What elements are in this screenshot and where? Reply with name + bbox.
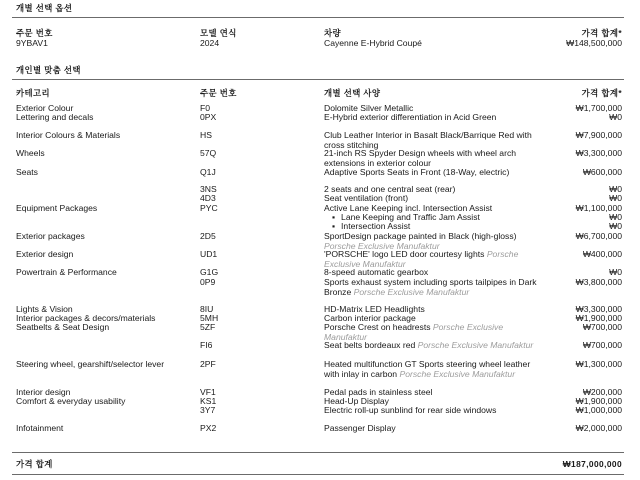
total-bottom-divider: [12, 474, 624, 475]
row-description-text: Head-Up Display: [324, 396, 389, 406]
row-code: 2D5: [200, 231, 216, 241]
row-description-text: Porsche Crest on headrests: [324, 322, 431, 332]
row-description-text: HD-Matrix LED Headlights: [324, 304, 425, 314]
summary-header-model-year: 모델 연식: [200, 28, 237, 38]
row-description-text: Lane Keeping and Traffic Jam Assist: [341, 212, 480, 222]
row-code: UD1: [200, 249, 218, 259]
row-pem-tag: Porsche Exclusive Manufaktur: [353, 286, 470, 297]
row-category: Exterior packages: [16, 231, 85, 241]
row-category: Lettering and decals: [16, 112, 94, 122]
row-price: ₩1,900,000: [575, 313, 622, 323]
row-code: Q1J: [200, 167, 216, 177]
summary-order-no: 9YBAV1: [16, 38, 48, 48]
row-price: ₩0: [609, 221, 622, 231]
row-code: 0PX: [200, 112, 217, 122]
row-code: 2PF: [200, 359, 216, 369]
options-top-divider: [12, 79, 624, 80]
row-description-text: Heated multifunction GT Sports steering wheel leather with inlay in carbon: [324, 359, 531, 379]
row-category: Infotainment: [16, 423, 64, 433]
row-description-text: 'PORSCHE' logo LED door courtesy lights: [324, 249, 485, 259]
row-description-text: Pedal pads in stainless steel: [324, 387, 433, 397]
row-description: [324, 406, 544, 416]
row-price: ₩1,700,000: [575, 103, 622, 113]
row-price: ₩700,000: [582, 340, 622, 350]
row-category: Interior packages & decors/materials: [16, 313, 156, 323]
row-code: 3NS: [200, 184, 217, 194]
row-category: Powertrain & Performance: [16, 267, 117, 277]
row-code: F0: [200, 103, 211, 113]
row-price: ₩0: [609, 267, 622, 277]
row-description-text: Seat ventilation (front): [324, 193, 409, 203]
row-pem-tag: Porsche Exclusive Manufaktur: [324, 249, 519, 269]
row-code: 3Y7: [200, 405, 216, 415]
row-description-text: Carbon interior package: [324, 313, 416, 323]
row-category: Seatbelts & Seat Design: [16, 322, 110, 332]
row-price: ₩2,000,000: [575, 423, 622, 433]
row-category: Wheels: [16, 148, 45, 158]
row-description: [324, 149, 544, 168]
row-price: ₩0: [609, 184, 622, 194]
row-code: PX2: [200, 423, 217, 433]
row-description: [324, 424, 544, 434]
row-description: [324, 360, 544, 379]
row-pem-tag: Porsche Exclusive Manufaktur: [399, 368, 516, 379]
row-description-text: Seat belts bordeaux red: [324, 340, 416, 350]
row-price: ₩7,900,000: [575, 130, 622, 140]
row-price: ₩3,300,000: [575, 304, 622, 314]
row-price: ₩600,000: [582, 167, 622, 177]
row-code: 0P9: [200, 277, 216, 287]
row-category: Interior design: [16, 387, 71, 397]
row-description-text: 8-speed automatic gearbox: [324, 267, 429, 277]
row-price: ₩700,000: [582, 322, 622, 332]
row-category: Steering wheel, gearshift/selector lever: [16, 359, 165, 369]
row-category: Seats: [16, 167, 38, 177]
summary-header-order-no: 주문 번호: [16, 28, 53, 38]
summary-header-vehicle: 차량: [324, 28, 341, 38]
row-price: ₩1,900,000: [575, 396, 622, 406]
row-pem-tag: Porsche Exclusive Manufaktur: [324, 322, 504, 342]
summary-model-year: 2024: [200, 38, 220, 48]
row-description-text: E-Hybrid exterior differentiation in Acid Green: [324, 112, 497, 122]
row-description-text: Electric roll-up sunblind for rear side windows: [324, 405, 497, 415]
row-price: ₩3,300,000: [575, 148, 622, 158]
row-description-text: Intersection Assist: [341, 221, 411, 231]
row-description-text: Passenger Display: [324, 423, 396, 433]
row-description: [324, 341, 544, 351]
options-title: 개인별 맞춤 선택: [16, 65, 81, 75]
row-code: 8IU: [200, 304, 214, 314]
row-code: G1G: [200, 267, 219, 277]
row-price: ₩1,000,000: [575, 405, 622, 415]
row-description-text: 21-inch RS Spyder Design wheels with wheel arch extensions in exterior colour: [324, 148, 517, 168]
row-code: HS: [200, 130, 212, 140]
row-category: Equipment Packages: [16, 203, 98, 213]
row-description-text: Sports exhaust system including sports tailpipes in Dark Bronze: [324, 277, 537, 297]
row-code: FI6: [200, 340, 213, 350]
row-description: [324, 113, 544, 123]
row-price: ₩400,000: [582, 249, 622, 259]
options-header-price: 가격 합계*: [581, 88, 622, 98]
row-price: ₩1,100,000: [575, 203, 622, 213]
row-description-text: Active Lane Keeping incl. Intersection Assist: [324, 203, 493, 213]
row-price: ₩0: [609, 212, 622, 222]
row-price: ₩6,700,000: [575, 231, 622, 241]
row-price: ₩0: [609, 193, 622, 203]
row-description-text: SportDesign package painted in Black (high-gloss): [324, 231, 517, 241]
row-code: 5ZF: [200, 322, 216, 332]
summary-title: 개별 선택 옵션: [16, 3, 73, 13]
row-pem-tag: Porsche Exclusive Manufaktur: [324, 240, 440, 251]
total-label: 가격 합계: [16, 459, 53, 469]
options-header-code: 주문 번호: [200, 88, 237, 98]
row-price: ₩200,000: [582, 387, 622, 397]
row-description-text: Adaptive Sports Seats in Front (18-Way, electric): [324, 167, 510, 177]
total-value: ₩187,000,000: [562, 459, 622, 469]
row-price: ₩1,300,000: [575, 359, 622, 369]
options-header-description: 개별 선택 사양: [324, 88, 381, 98]
row-code: VF1: [200, 387, 216, 397]
summary-header-total: 가격 합계*: [581, 28, 622, 38]
row-category: Exterior Colour: [16, 103, 74, 113]
row-code: PYC: [200, 203, 218, 213]
summary-top-divider: [12, 17, 624, 18]
row-description-text: Club Leather Interior in Basalt Black/Barrique Red with cross stitching: [324, 130, 532, 150]
row-description-text: Dolomite Silver Metallic: [324, 103, 414, 113]
row-description: [324, 168, 544, 178]
row-category: Exterior design: [16, 249, 74, 259]
row-category: Comfort & everyday usability: [16, 396, 126, 406]
row-code: 4D3: [200, 193, 216, 203]
row-category: Interior Colours & Materials: [16, 130, 121, 140]
row-price: ₩0: [609, 112, 622, 122]
row-pem-tag: Porsche Exclusive Manufaktur: [417, 340, 534, 350]
row-code: 57Q: [200, 148, 217, 158]
options-header-category: 카테고리: [16, 88, 50, 98]
total-top-divider: [12, 452, 624, 453]
row-price: ₩3,800,000: [575, 277, 622, 287]
row-description-text: 2 seats and one central seat (rear): [324, 184, 456, 194]
row-description: [324, 278, 544, 297]
summary-total: ₩148,500,000: [566, 38, 622, 48]
summary-vehicle: Cayenne E-Hybrid Coupé: [324, 38, 422, 48]
row-category: Lights & Vision: [16, 304, 73, 314]
row-code: 5MH: [200, 313, 219, 323]
row-code: KS1: [200, 396, 217, 406]
